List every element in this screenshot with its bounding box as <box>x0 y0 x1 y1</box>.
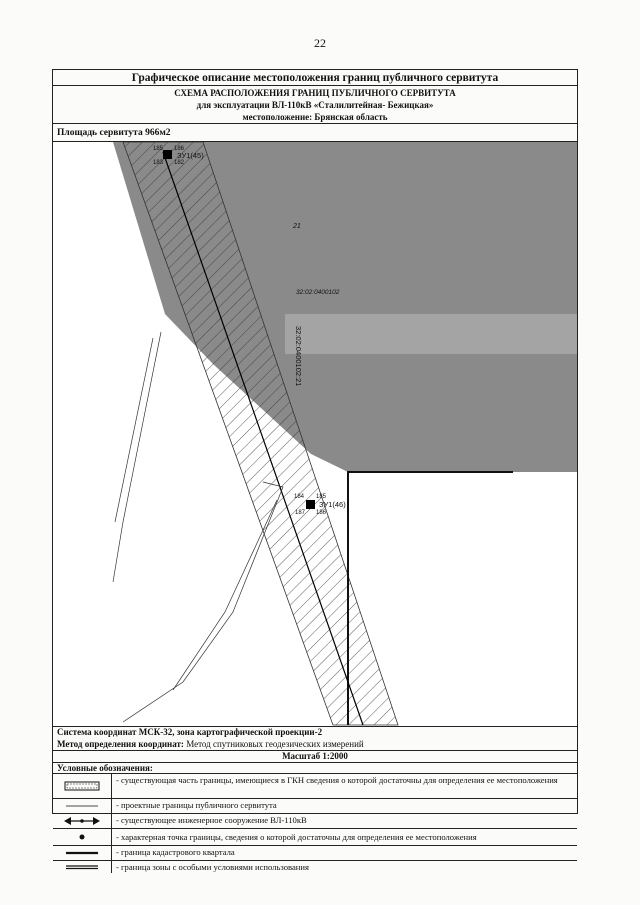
coordinate-system: Система координат МСК-32, зона картографической проекции-2 <box>57 727 323 737</box>
parcel-number-label: 32:02:0400102:21 <box>294 326 303 387</box>
coordinate-info <box>53 726 577 751</box>
legend-text: - характерная точка границы, сведения о которой достаточны для определения ее местоположения <box>116 832 477 842</box>
tower-bottom-point-d: 186 <box>316 510 327 516</box>
double-arrow-icon <box>53 814 112 828</box>
legend-row <box>53 799 577 814</box>
coordinate-method-label: Метод определения координат: <box>57 739 184 749</box>
double-line-icon <box>53 861 112 873</box>
tower-top-point-c: 183 <box>153 160 164 166</box>
legend-row <box>53 829 577 846</box>
dot-icon <box>53 829 112 845</box>
servitude-area: Площадь сервитута 966м2 <box>53 124 577 142</box>
document-frame <box>52 69 578 872</box>
cadastral-map <box>53 142 577 727</box>
scheme-header <box>53 86 577 124</box>
quarter-label: 21 <box>293 223 301 230</box>
tower-top-marker <box>163 150 172 159</box>
tower-top-label: ЗУ1(45) <box>177 151 204 160</box>
map-drawing <box>53 142 577 726</box>
tower-top-point-d: 182 <box>174 160 185 166</box>
page-number: 22 <box>314 36 326 50</box>
map-scale: Масштаб 1:2000 <box>53 750 577 763</box>
tower-bottom-label: ЗУ1(46) <box>319 500 346 509</box>
tower-top-point-b: 186 <box>174 146 185 152</box>
tower-bottom-point-a: 184 <box>294 494 305 500</box>
cadastral-block-label: 32:02:0400102 <box>296 289 340 296</box>
coordinate-method-value: Метод спутниковых геодезических измерений <box>183 739 364 749</box>
legend-text: - граница кадастрового квартала <box>116 847 235 857</box>
tower-top-point-a: 185 <box>153 146 164 152</box>
thick-line-icon <box>53 846 112 860</box>
dashed-rectangle-icon <box>53 774 112 798</box>
parcel-light-band <box>285 314 577 354</box>
tower-bottom-marker <box>306 500 315 509</box>
legend-text: - существующее инженерное сооружение ВЛ-110кВ <box>116 815 307 825</box>
scheme-purpose: для эксплуатации ВЛ-110кВ «Сталилитейная- Бежицкая» <box>196 100 434 110</box>
legend-row <box>53 861 577 874</box>
legend-text: - существующая часть границы, имеющиеся в ГКН сведения о которой достаточны для определения ее местоположения <box>116 775 558 785</box>
legend-row <box>53 774 577 799</box>
legend-row <box>53 814 577 829</box>
scheme-location: местоположение: Брянская область <box>242 112 388 122</box>
scheme-title: СХЕМА РАСПОЛОЖЕНИЯ ГРАНИЦ ПУБЛИЧНОГО СЕРВИТУТА <box>174 88 456 98</box>
thin-line-icon <box>53 799 112 813</box>
legend <box>53 774 577 874</box>
legend-row <box>53 846 577 861</box>
tower-bottom-point-b: 185 <box>316 494 327 500</box>
legend-text: - граница зоны с особыми условиями использования <box>116 862 309 872</box>
legend-title: Условные обозначения: <box>53 762 577 774</box>
tower-bottom-point-c: 187 <box>295 510 306 516</box>
legend-text: - проектные границы публичного сервитута <box>116 800 277 810</box>
document-title: Графическое описание местоположения границ публичного сервитута <box>53 70 577 86</box>
